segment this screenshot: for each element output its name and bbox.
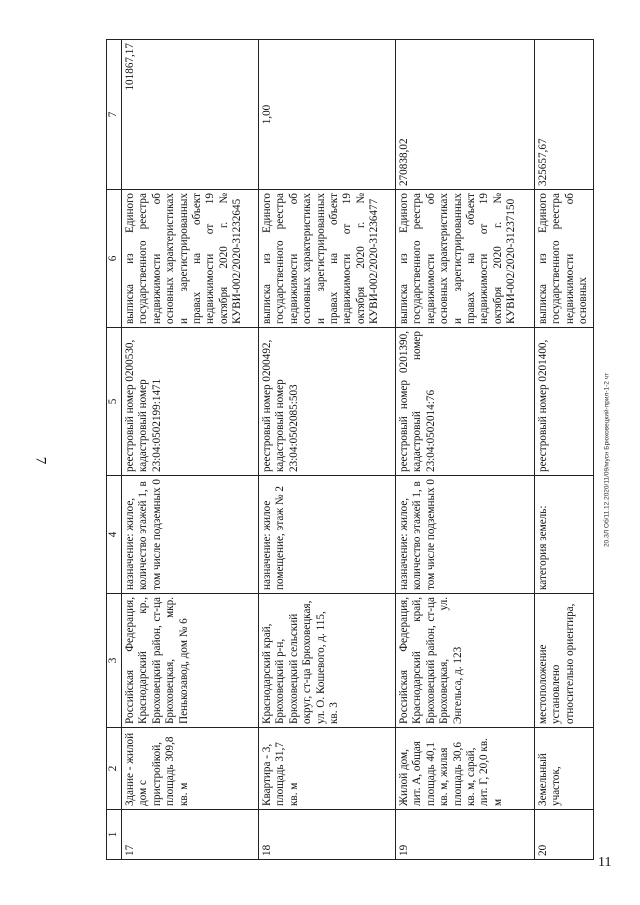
table-row xyxy=(396,40,535,860)
document-basis: выписка из Единого государственного реестра недвижимости об основных характеристиках и зарегистрированных правах на объект недвижимости от 19 октября 2020 г. № КУВИ-002/2020-31236477 xyxy=(259,190,396,328)
header-cell: 5 xyxy=(107,328,122,476)
document-basis: выписка из Единого государственного реестра недвижимости об основных xyxy=(535,190,594,328)
object-characteristics: назначение: жилое, количество этажей 1, в том числе подземных 0 xyxy=(396,476,535,594)
table-header-row xyxy=(107,40,122,860)
object-address: местоположение установлено относительно ориентира, xyxy=(535,594,594,728)
object-name: Здание - жилой дом с пристройкой, площадь 309,8 кв. м xyxy=(122,728,259,810)
object-name: Квартира - 3, площадь 31,7 кв. м xyxy=(259,728,396,810)
row-number: 20 xyxy=(535,810,594,860)
property-table xyxy=(106,39,594,860)
footer-file-path: 20.ЗЛ Об/11.12.2020/11/09/мусн Брюховецкий-прил-1-2 чт xyxy=(603,372,611,548)
registry-number: реестровый номер 0200530, кадастровый номер 23:04:0502199:1471 xyxy=(122,328,259,476)
rotated-table-container xyxy=(106,40,596,860)
object-value: 325657,67 xyxy=(535,40,594,190)
document-basis: выписка из Единого государственного реестра недвижимости об основных характеристиках и зарегистрированных правах на объект недвижимости от 19 октября 2020 г. № КУВИ-002/2020-31237150 xyxy=(396,190,535,328)
object-characteristics: категория земель: xyxy=(535,476,594,594)
row-number: 17 xyxy=(122,810,259,860)
object-address: Российская Федерация, Краснодарский кр., Брюховецкий район, ст-ца Брюховецкая, мкр. Пенькозавод, дом № 6 xyxy=(122,594,259,728)
object-value: 270838,02 xyxy=(396,40,535,190)
object-value: 101867,17 xyxy=(122,40,259,190)
registry-number: реестровый номер 0201400, xyxy=(535,328,594,476)
header-cell: 1 xyxy=(107,810,122,860)
object-name: Земельный участок, xyxy=(535,728,594,810)
page-number: 11 xyxy=(598,855,612,870)
row-number: 19 xyxy=(396,810,535,860)
header-cell: 7 xyxy=(107,40,122,190)
document-basis: выписка из Единого государственного реестра недвижимости об основных характеристиках и зарегистрированных правах на объект недвижимости от 19 октября 2020 г. № КУВИ-002/2020-31232645 xyxy=(122,190,259,328)
header-cell: 4 xyxy=(107,476,122,594)
row-number: 18 xyxy=(259,810,396,860)
registry-number: реестровый номер 0200492, кадастровый номер 23:04:0502085:503 xyxy=(259,328,396,476)
table-row xyxy=(259,40,396,860)
object-characteristics: назначение: жилое помещение, этаж № 2 xyxy=(259,476,396,594)
object-value: 1,00 xyxy=(259,40,396,190)
object-name: Жилой дом, лит. А, общая площадь 40,1 кв. м, жилая площадь 30,6 кв. м, сарай, лит. Г, 20,0 кв. м xyxy=(396,728,535,810)
table-row xyxy=(535,40,594,860)
table-row xyxy=(122,40,259,860)
object-characteristics: назначение: жилое, количество этажей 1, в том числе подземных 0 xyxy=(122,476,259,594)
page-marker-top: 7 xyxy=(32,456,49,465)
registry-number: реестровый номер 0201390, кадастровый номер 23:04:0502014:76 xyxy=(396,328,535,476)
object-address: Краснодарский край, Брюховецкий р-н, Брюховецкий сельский округ, ст-ца Брюховецкая, ул. О. Кошевого, д. 115, кв. 3 xyxy=(259,594,396,728)
header-cell: 6 xyxy=(107,190,122,328)
header-cell: 2 xyxy=(107,728,122,810)
header-cell: 3 xyxy=(107,594,122,728)
object-address: Российская Федерация, Краснодарский край, Брюховецкий район, ст-ца Брюховецкая, ул. Энгельса, д. 123 xyxy=(396,594,535,728)
